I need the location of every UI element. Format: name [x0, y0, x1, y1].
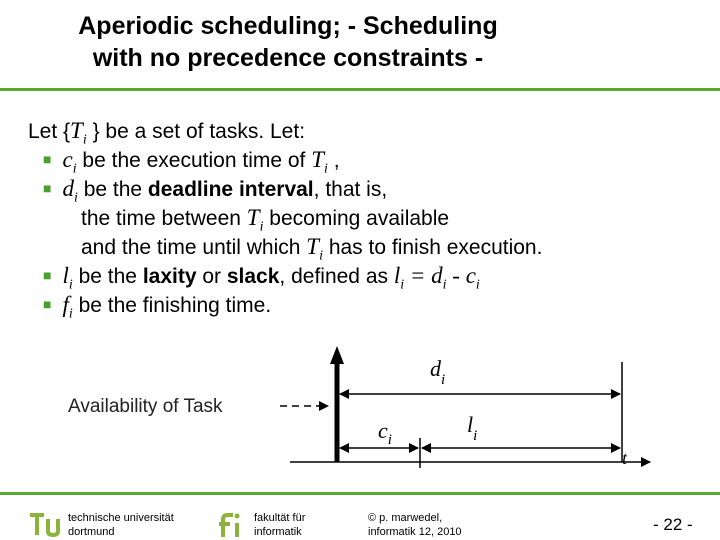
slide-body	[28, 116, 543, 322]
faculty-name: fakultät für informatik	[254, 512, 306, 538]
university-name: technische universität dortmund	[68, 512, 174, 538]
d-label: $d_i$	[430, 356, 446, 388]
timing-diagram	[60, 340, 660, 480]
release-arrowhead	[330, 346, 344, 364]
l-label: $l_i$	[467, 412, 478, 444]
page-number: - 22 -	[653, 515, 693, 534]
bullet-finishing-time: ■ $f_i$ be the finishing time.	[43, 292, 272, 322]
bullet-icon: ■	[43, 180, 52, 196]
bullet-icon: ■	[43, 151, 52, 167]
bullet-icon: ■	[43, 296, 52, 312]
title-divider	[0, 88, 720, 91]
bullet-execution-time: ■ $c_i$ be the execution time of $T_i$ ,	[43, 147, 340, 177]
availability-label: Availability of Task	[68, 396, 223, 417]
title-line-1: Aperiodic scheduling; - Scheduling	[78, 12, 498, 40]
copyright: © p. marwedel, informatik 12, 2010	[368, 512, 462, 538]
c-label: $c_i$	[378, 418, 392, 448]
deadline-description-2: and the time until which $T_i$ has to finish execution.	[81, 234, 543, 264]
t-label: t	[622, 448, 628, 468]
bullet-deadline-interval: ■ $d_i$ be the deadline interval, that is,	[43, 176, 388, 206]
bullet-laxity: ■ $l_i$ be the laxity or slack, defined as $l_i = d_i - c_i$	[43, 263, 480, 293]
footer-divider	[0, 492, 720, 495]
intro-line: Let {$T_i$ } be a set of tasks. Let:	[28, 118, 306, 148]
title-line-2: with no precedence constraints -	[92, 44, 484, 72]
bullet-icon: ■	[43, 267, 52, 283]
deadline-description-1: the time between $T_i$ becoming available	[81, 205, 450, 235]
fi-logo-icon	[217, 511, 245, 539]
slide-title	[0, 10, 576, 74]
tu-logo-icon	[28, 511, 64, 539]
